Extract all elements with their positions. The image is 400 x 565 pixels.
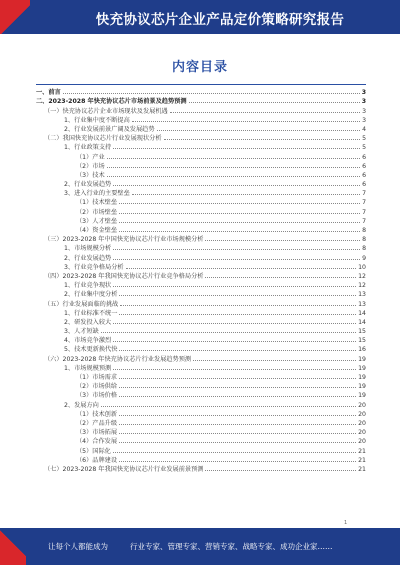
toc-entry-page: 14: [358, 309, 366, 317]
toc-entry-page: 6: [362, 153, 366, 161]
toc-entry[interactable]: [36, 464, 366, 473]
report-title: 快充协议芯片企业产品定价策略研究报告: [95, 12, 345, 28]
toc-entry[interactable]: [36, 151, 366, 160]
toc-entry[interactable]: [36, 335, 366, 344]
footer-slogan-right: 行业专家、管理专家、营销专家、战略专家、成功企业家……: [130, 542, 333, 551]
toc-entry-label: 2、行业发展趋势: [64, 254, 112, 262]
toc-entry-label: （3）人才壁垒: [76, 217, 118, 225]
toc-entry[interactable]: [36, 188, 366, 197]
toc-leader-dots: [157, 130, 361, 131]
toc-entry-label: （四）2023-2028 年我国快充协议芯片行业竞争格局分析: [44, 272, 204, 280]
toc-entry-label: 5、技术更新换代快: [64, 346, 118, 354]
toc-leader-dots: [119, 314, 356, 315]
toc-entry-label: （5）国际化: [76, 447, 111, 455]
toc-entry-page: 8: [362, 236, 366, 244]
toc-entry[interactable]: [36, 206, 366, 215]
toc-entry[interactable]: [36, 381, 366, 390]
toc-entry[interactable]: [36, 179, 366, 188]
toc-entry-page: 20: [358, 410, 366, 418]
toc-leader-dots: [113, 452, 356, 453]
toc-entry-page: 5: [362, 135, 366, 143]
toc-entry[interactable]: [36, 133, 366, 142]
toc-entry[interactable]: [36, 105, 366, 114]
toc-entry-label: 1、行业政策支持: [64, 144, 112, 152]
toc-leader-dots: [119, 442, 356, 443]
toc-leader-dots: [119, 203, 360, 204]
toc-entry[interactable]: [36, 289, 366, 298]
toc-entry-page: 13: [358, 291, 366, 299]
toc-entry-page: 6: [362, 162, 366, 170]
toc-divider: [36, 84, 366, 85]
toc-leader-dots: [119, 387, 356, 388]
toc-leader-dots: [119, 295, 356, 296]
toc-entry-label: 1、市场规模预测: [64, 364, 112, 372]
toc-entry-label: （2）市场壁垒: [76, 208, 118, 216]
toc-entry[interactable]: [36, 418, 366, 427]
toc-entry-label: 2、研发投入较大: [64, 318, 112, 326]
toc-entry[interactable]: [36, 280, 366, 289]
toc-entry-label: 1、行业集中度不断提高: [64, 116, 130, 124]
toc-entry-page: 12: [358, 282, 366, 290]
toc-entry-label: 3、进入行业的主要壁垒: [64, 190, 130, 198]
toc-entry[interactable]: [36, 399, 366, 408]
toc-entry-label: 二、2023-2028 年快充协议芯片市场前景及趋势预测: [36, 98, 187, 106]
table-of-contents: [36, 87, 366, 473]
footer-slogan-left: 让每个人都能成为: [48, 542, 108, 551]
toc-heading: 内容目录: [171, 60, 228, 75]
header-red-accent: [0, 0, 30, 34]
toc-entry[interactable]: [36, 234, 366, 243]
toc-entry-page: 6: [362, 181, 366, 189]
toc-leader-dots: [119, 350, 356, 351]
toc-entry[interactable]: [36, 225, 366, 234]
toc-entry-page: 10: [358, 263, 366, 271]
toc-entry[interactable]: [36, 390, 366, 399]
toc-entry-label: （七）2023-2028 年我国快充协议芯片行业发展前景预测: [44, 465, 204, 473]
toc-entry-label: （1）技术创新: [76, 410, 118, 418]
toc-leader-dots: [120, 305, 356, 306]
toc-entry-label: 1、市场规模分析: [64, 245, 112, 253]
toc-entry-label: （1）市场需求: [76, 374, 118, 381]
toc-leader-dots: [119, 378, 356, 379]
toc-entry-page: 20: [358, 429, 366, 437]
toc-entry[interactable]: [36, 317, 366, 326]
toc-entry-page: 3: [362, 116, 366, 124]
toc-leader-dots: [107, 158, 360, 159]
toc-entry-page: 21: [358, 447, 366, 455]
toc-entry-label: （1）产业: [76, 153, 105, 161]
toc-entry-label: 2、行业集中度分析: [64, 291, 118, 299]
toc-leader-dots: [119, 424, 356, 425]
toc-entry[interactable]: [36, 243, 366, 252]
toc-leader-dots: [113, 259, 360, 260]
toc-entry[interactable]: [36, 142, 366, 151]
toc-entry-label: 1、行业标准不统一: [64, 309, 118, 317]
toc-entry-page: 3: [362, 107, 366, 115]
toc-leader-dots: [101, 406, 356, 407]
toc-entry-page: 19: [358, 383, 366, 391]
toc-entry-page: 7: [362, 208, 366, 216]
toc-entry-page: 16: [358, 346, 366, 354]
toc-entry-label: （4）资金壁垒: [76, 227, 118, 234]
toc-entry-label: （2）市场供给: [76, 383, 118, 391]
toc-entry-page: 9: [362, 254, 366, 262]
toc-entry-page: 20: [358, 419, 366, 427]
toc-leader-dots: [126, 268, 357, 269]
toc-entry[interactable]: [36, 326, 366, 335]
toc-leader-dots: [119, 461, 356, 462]
toc-entry-label: （2）产品升级: [76, 419, 118, 427]
toc-entry-label: （1）技术壁垒: [76, 199, 118, 207]
toc-leader-dots: [63, 93, 360, 94]
toc-entry-page: 6: [362, 171, 366, 179]
toc-entry-page: 8: [362, 245, 366, 253]
toc-entry[interactable]: [36, 96, 366, 105]
toc-entry-page: 13: [358, 300, 366, 308]
toc-entry-page: 19: [358, 355, 366, 363]
toc-entry[interactable]: [36, 427, 366, 436]
toc-entry-page: 7: [362, 217, 366, 225]
toc-entry-label: （三）2023-2028 年中国快充协议芯片行业市场规模分析: [44, 236, 204, 244]
toc-leader-dots: [132, 121, 360, 122]
toc-entry[interactable]: [36, 262, 366, 271]
toc-entry[interactable]: [36, 308, 366, 317]
toc-leader-dots: [113, 185, 360, 186]
toc-entry-page: 3: [361, 98, 366, 106]
toc-entry-label: （2）市场: [76, 162, 105, 170]
toc-leader-dots: [205, 470, 356, 471]
toc-entry[interactable]: [36, 353, 366, 362]
toc-leader-dots: [205, 240, 360, 241]
toc-leader-dots: [113, 369, 356, 370]
toc-leader-dots: [107, 167, 360, 168]
toc-entry-label: （二）我国快充协议芯片行业发展现状分析: [44, 135, 162, 143]
toc-entry-label: （五）行业发展面临的挑战: [44, 300, 119, 308]
toc-entry[interactable]: [36, 161, 366, 170]
toc-entry[interactable]: [36, 409, 366, 418]
toc-entry-page: 8: [362, 227, 366, 234]
toc-entry-page: 19: [358, 374, 366, 381]
toc-entry-page: 19: [358, 364, 366, 372]
toc-entry[interactable]: [36, 363, 366, 372]
toc-leader-dots: [189, 102, 360, 103]
toc-leader-dots: [170, 112, 360, 113]
toc-entry-page: 14: [358, 318, 366, 326]
toc-leader-dots: [164, 139, 361, 140]
toc-entry-label: （3）市场拓展: [76, 429, 118, 437]
toc-entry-label: 2、发展方向: [64, 401, 99, 409]
toc-leader-dots: [119, 415, 356, 416]
toc-entry-page: 3: [361, 89, 366, 97]
toc-entry-label: 3、行业竞争格局分析: [64, 263, 124, 271]
toc-entry-label: （3）技术: [76, 171, 105, 179]
toc-entry[interactable]: [36, 216, 366, 225]
toc-entry[interactable]: [36, 445, 366, 454]
footer-red-accent: [0, 528, 26, 565]
toc-entry-page: 4: [362, 125, 366, 133]
toc-entry[interactable]: [36, 436, 366, 445]
toc-leader-dots: [113, 249, 360, 250]
toc-leader-dots: [113, 323, 356, 324]
toc-leader-dots: [113, 341, 356, 342]
toc-entry-label: （3）市场价格: [76, 392, 118, 400]
toc-entry-page: 21: [358, 465, 366, 473]
toc-entry-page: 15: [358, 337, 366, 345]
toc-leader-dots: [119, 231, 360, 232]
toc-entry-page: 12: [358, 272, 366, 280]
toc-leader-dots: [101, 332, 356, 333]
toc-entry-label: （4）合作发展: [76, 438, 118, 446]
toc-leader-dots: [107, 176, 360, 177]
toc-entry-page: 21: [358, 456, 366, 464]
toc-entry-label: 3、人才短缺: [64, 328, 99, 336]
toc-leader-dots: [205, 277, 356, 278]
toc-leader-dots: [119, 396, 356, 397]
toc-entry-label: 2、行业发展前景广阔及发展趋势: [64, 125, 155, 133]
toc-leader-dots: [119, 213, 360, 214]
toc-entry-label: 1、行业竞争现状: [64, 282, 112, 290]
toc-leader-dots: [113, 148, 360, 149]
toc-entry-label: 2、行业发展趋势: [64, 181, 112, 189]
toc-entry[interactable]: [36, 124, 366, 133]
toc-entry[interactable]: [36, 344, 366, 353]
toc-entry-page: 20: [358, 401, 366, 409]
toc-leader-dots: [132, 194, 360, 195]
toc-entry[interactable]: [36, 298, 366, 307]
toc-entry[interactable]: [36, 271, 366, 280]
toc-entry-label: （六）2023-2028 年快充协议芯片行业发展趋势预测: [44, 355, 192, 363]
toc-entry-label: （6）品牌建设: [76, 456, 118, 464]
toc-entry-page: 7: [362, 199, 366, 207]
toc-entry[interactable]: [36, 87, 366, 96]
toc-entry-page: 5: [362, 144, 366, 152]
toc-entry[interactable]: [36, 252, 366, 261]
toc-leader-dots: [119, 222, 360, 223]
toc-entry-page: 7: [362, 190, 366, 198]
toc-entry-page: 20: [358, 438, 366, 446]
toc-entry-page: 19: [358, 392, 366, 400]
toc-entry[interactable]: [36, 197, 366, 206]
toc-entry[interactable]: [36, 170, 366, 179]
toc-entry-label: （一）快充协议芯片企业市场现状及发展机遇: [44, 107, 168, 115]
page-number: 1: [344, 520, 348, 526]
toc-entry[interactable]: [36, 455, 366, 464]
toc-entry-page: 15: [358, 328, 366, 336]
toc-leader-dots: [113, 286, 356, 287]
toc-entry-label: 一、前言: [36, 89, 61, 97]
toc-leader-dots: [193, 360, 356, 361]
toc-leader-dots: [119, 433, 356, 434]
toc-entry-label: 4、市场竞争激烈: [64, 337, 112, 345]
toc-entry[interactable]: [36, 115, 366, 124]
toc-entry[interactable]: [36, 372, 366, 381]
